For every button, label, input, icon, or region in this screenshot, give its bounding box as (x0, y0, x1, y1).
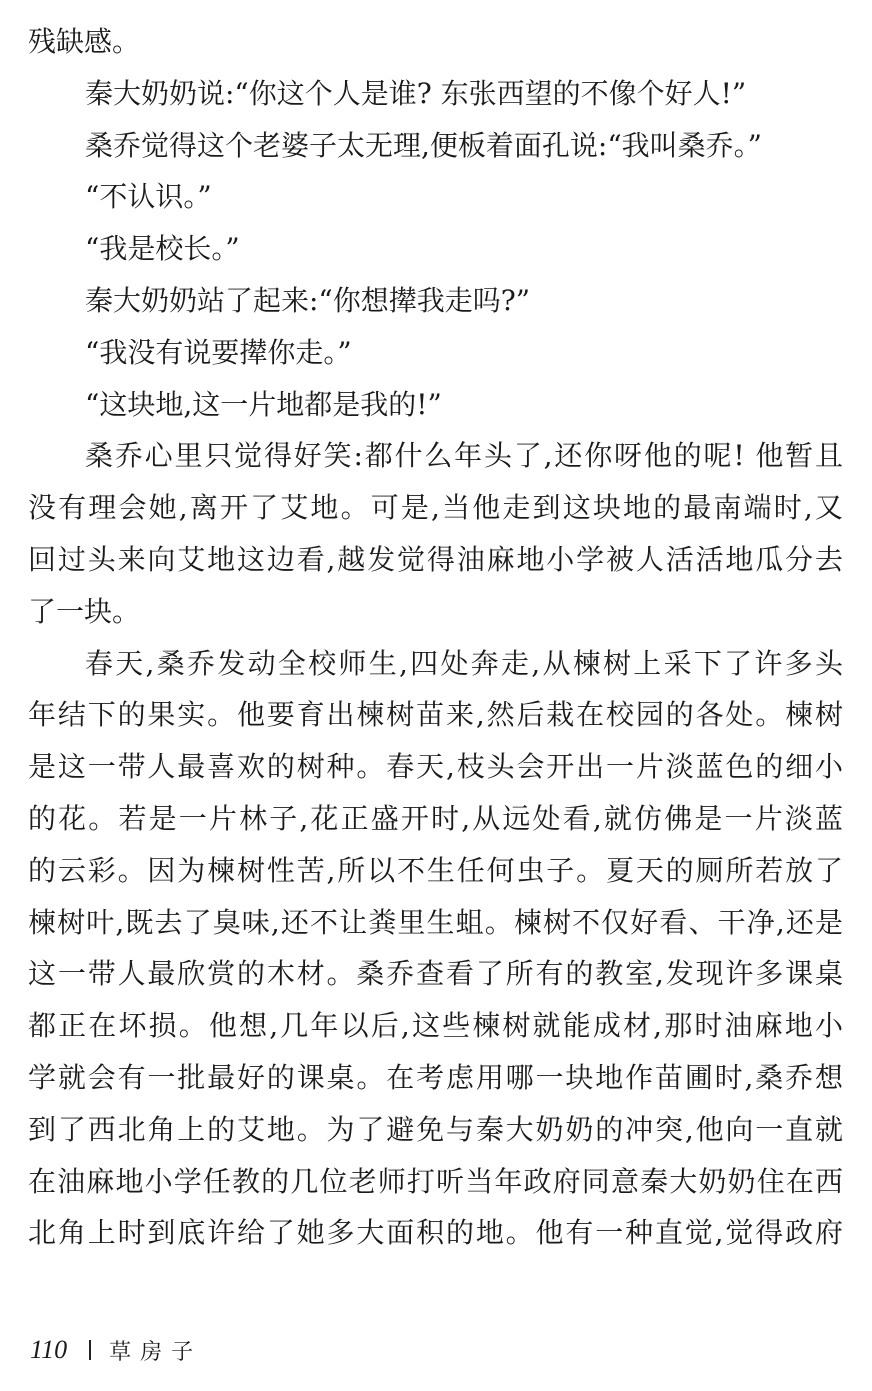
page-footer (30, 1332, 202, 1368)
body-text (28, 16, 843, 1259)
text-line: 都正在坏损。他想,几年以后,这些楝树就能成材,那时油麻地小 (28, 1009, 843, 1043)
text-line: 了一块。 (28, 594, 141, 628)
footer-divider (89, 1340, 91, 1360)
text-line: 回过头来向艾地这边看,越发觉得油麻地小学被人活活地瓜分去 (28, 542, 843, 576)
text-line: 的花。若是一片林子,花正盛开时,从远处看,就仿佛是一片淡蓝 (28, 801, 843, 835)
text-line: 秦大奶奶站了起来:“你想撵我走吗?” (85, 283, 531, 317)
text-line: 没有理会她,离开了艾地。可是,当他走到这块地的最南端时,又 (28, 491, 843, 525)
text-line: 学就会有一批最好的课桌。在考虑用哪一块地作苗圃时,桑乔想 (28, 1060, 843, 1094)
text-line: 秦大奶奶说:“你这个人是谁? 东张西望的不像个好人!” (85, 76, 747, 110)
text-line: 在油麻地小学任教的几位老师打听当年政府同意秦大奶奶住在西 (28, 1164, 843, 1198)
text-line: 是这一带人最喜欢的树种。春天,枝头会开出一片淡蓝色的细小 (28, 750, 843, 784)
text-line: “不认识。” (85, 180, 212, 214)
text-line: 桑乔心里只觉得好笑:都什么年头了,还你呀他的呢! 他暂且 (85, 439, 843, 473)
text-line: 这一带人最欣赏的木材。桑乔查看了所有的教室,发现许多课桌 (28, 957, 843, 991)
text-line: 的云彩。因为楝树性苦,所以不生任何虫子。夏天的厕所若放了 (28, 853, 843, 887)
book-title: 草房子 (109, 1339, 203, 1365)
text-line: 北角上时到底许给了她多大面积的地。他有一种直觉,觉得政府 (28, 1216, 843, 1250)
text-line: “我没有说要撵你走。” (85, 335, 352, 369)
text-line: 春天,桑乔发动全校师生,四处奔走,从楝树上采下了许多头 (85, 646, 843, 680)
text-line: 楝树叶,既去了臭味,还不让粪里生蛆。楝树不仅好看、干净,还是 (28, 905, 843, 939)
text-line: “我是校长。” (85, 232, 240, 266)
text-line: 年结下的果实。他要育出楝树苗来,然后栽在校园的各处。楝树 (28, 698, 843, 732)
page-number: 110 (30, 1335, 68, 1364)
text-line: 残缺感。 (28, 25, 141, 58)
text-line: “这块地,这一片地都是我的!” (85, 387, 442, 421)
text-line: 到了西北角上的艾地。为了避免与秦大奶奶的冲突,他向一直就 (28, 1112, 843, 1146)
text-line: 桑乔觉得这个老婆子太无理,便板着面孔说:“我叫桑乔。” (85, 128, 762, 162)
